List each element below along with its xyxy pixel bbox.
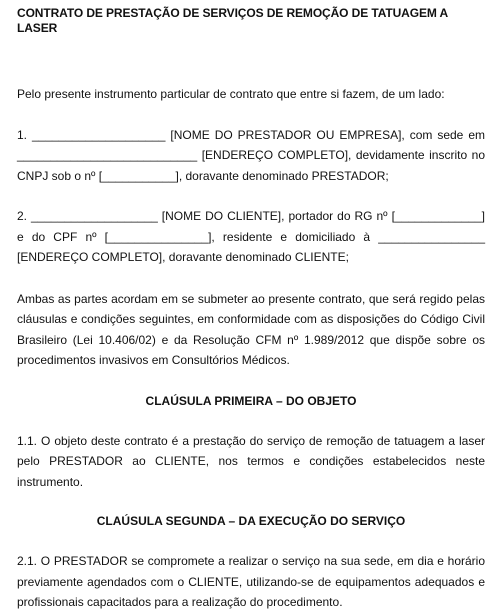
intro-paragraph: Pelo presente instrumento particular de contrato que entre si fazem, de um lado: [17,87,445,101]
agreement-paragraph: Ambas as partes acordam em se submeter ao presente contrato, que será regido pelas cláusulas e condições seguintes, em conformidade com as disposições do Código Civil Brasileiro (Lei 10.406/02) e da Resolução CFM nº 1.989/2012 que dispõe sobre os procedimentos invasivos em Consultórios Médicos. [17,291,485,367]
clause-2-heading: CLAÚSULA SEGUNDA – DA EXECUÇÃO DO SERVIÇO [96,514,406,528]
party-provider-paragraph: 1. ____________________ [NOME DO PRESTADOR OU EMPRESA], com sede em ___________________________ [ENDEREÇO COMPLETO], devidamente inscrito no CNPJ sob o nº [___________], doravante denominado PRESTADOR; [17,127,485,183]
clause-1-heading: CLAÚSULA PRIMEIRA – DO OBJETO [145,393,357,408]
clause-2-1-paragraph: 2.1. O PRESTADOR se compromete a realizar o serviço na sua sede, em dia e horário previamente agendados com o CLIENTE, utilizando-se de equipamentos adequados e profissionais capacitados para a realização do procedimento. [17,554,485,609]
document-title: CONTRATO DE PRESTAÇÃO DE SERVIÇOS DE REMOÇÃO DE TATUAGEM A LASER [17,6,448,35]
clause-1-1-paragraph: 1.1. O objeto deste contrato é a prestação do serviço de remoção de tatuagem a laser pelo PRESTADOR ao CLIENTE, nos termos e condições estabelecidos neste instrumento. [17,433,485,489]
party-client-paragraph: 2. ___________________ [NOME DO CLIENTE], portador do RG nº [_____________] e do CPF nº [_______________], residente e domiciliado à ________________ [ENDEREÇO COMPLETO], doravante denominado CLIENTE; [17,209,485,264]
contract-document [17,6,485,613]
